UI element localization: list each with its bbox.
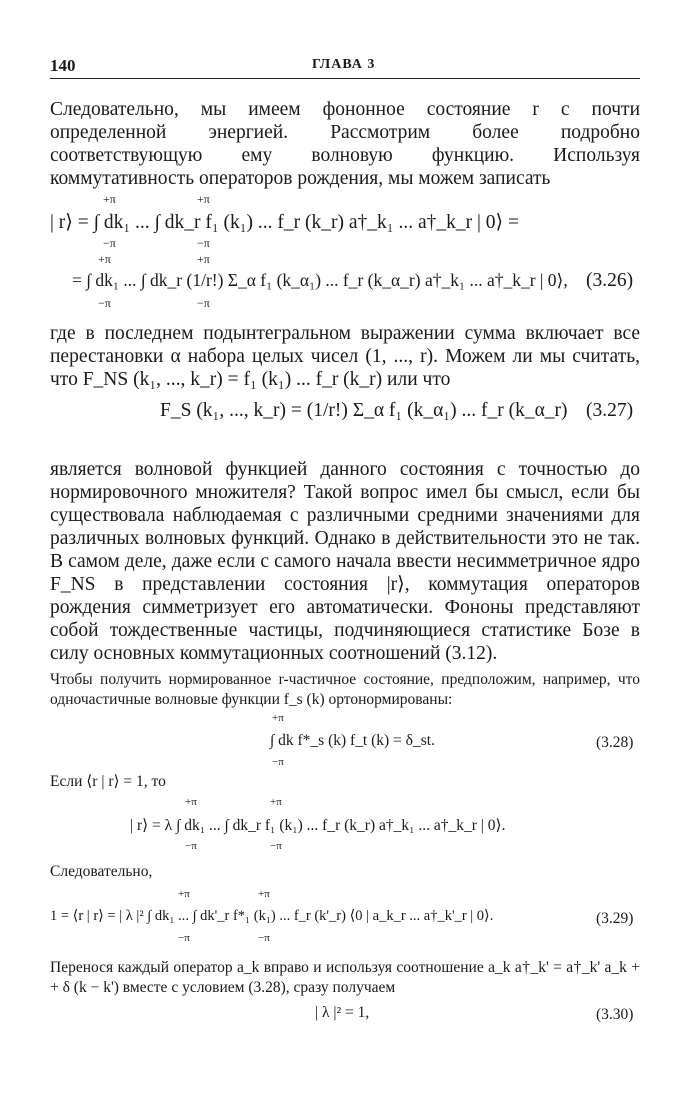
equation-3-30 — [0, 1002, 687, 1032]
limit-upper: +π — [103, 192, 116, 206]
paragraph-5: Если ⟨r | r⟩ = 1, то — [50, 773, 166, 790]
limit-lower: −π — [270, 840, 282, 852]
equation-text: ∫ dk f*_s (k) f_t (k) = δ_st. — [270, 732, 435, 749]
paragraph-4: Чтобы получить нормированное r-частичное состояние, предположим, например, что одночастичные волновые функции f_s (k) ортонормированы: — [50, 671, 640, 708]
running-header — [50, 56, 640, 78]
paragraph-1: Следовательно, мы имеем фононное состояние r с почти определенной энергией. Рассмотрим более подробно соответствующую ему волновую функцию. Используя коммутативность операторов рождения, мы можем записать — [50, 99, 640, 189]
limit-upper: +π — [272, 712, 284, 724]
equation-r-line1 — [0, 192, 687, 252]
paragraph-6: Следовательно, — [50, 863, 153, 880]
equation-number: (3.28) — [596, 734, 634, 751]
limit-lower: −π — [103, 236, 116, 250]
equation-normalized-r — [0, 796, 687, 856]
equation-text: = ∫ dk₁ ... ∫ dk_r (1/r!) Σ_α f₁ (k_α₁) ... f_r (k_α_r) a†_k₁ ... a†_k_r | 0⟩, — [72, 270, 568, 290]
limit-lower: −π — [185, 840, 197, 852]
equation-text: | r⟩ = λ ∫ dk₁ ... ∫ dk_r f₁ (k₁) ... f_r (k_r) a†_k₁ ... a†_k_r | 0⟩. — [130, 817, 506, 834]
limit-lower: −π — [98, 296, 111, 310]
limit-upper: +π — [197, 252, 210, 266]
equation-text: | λ |² = 1, — [315, 1004, 370, 1021]
equation-text: 1 = ⟨r | r⟩ = | λ |² ∫ dk₁ ... ∫ dk'_r f*₁ (k₁) ... f_r (k'_r) ⟨0 | a_k_r ... a†_k'_r | 0⟩. — [50, 908, 494, 924]
limit-upper: +π — [98, 252, 111, 266]
page-number: 140 — [50, 56, 76, 75]
paragraph-7: Перенося каждый оператор a_k вправо и используя соотношение a_k a†_k' = a†_k' a_k + + δ (k − k') вместе с условием (3.28), сразу получаем — [50, 959, 640, 996]
equation-3-29 — [0, 888, 687, 948]
equation-number: (3.27) — [586, 400, 634, 421]
limit-lower: −π — [197, 236, 210, 250]
equation-number: (3.26) — [586, 270, 634, 291]
equation-3-26 — [0, 252, 687, 312]
limit-lower: −π — [272, 756, 284, 768]
paragraph-3: является волновой функцией данного состояния с точностью до нормировочного множителя? Такой вопрос имел бы смысл, если бы существовала наблюдаемая с различными средними значениями для различных волновых функций. Однако в действительности это не так. В самом деле, даже если с самого начала ввести несимметричное ядро F_NS в представлении состояния |r⟩, коммутация операторов рождения симметризует его автоматически. Фононы представляют собой тождественные частицы, подчиняющиеся статистике Бозе в силу основных коммутационных соотношений (3.12). — [50, 459, 640, 664]
limit-upper: +π — [197, 192, 210, 206]
equation-3-28 — [0, 712, 687, 772]
limit-lower: −π — [178, 932, 190, 944]
header-rule — [50, 78, 640, 79]
chapter-title: ГЛАВА 3 — [312, 57, 376, 72]
limit-lower: −π — [258, 932, 270, 944]
paragraph-2: где в последнем подынтегральном выражении сумма включает все перестановки α набора целых чисел (1, ..., r). Можем ли мы считать, что F_NS (k₁, ..., k_r) = f₁ (k₁) ... f_r (k_r) или что — [50, 323, 640, 390]
equation-text: F_S (k₁, ..., k_r) = (1/r!) Σ_α f₁ (k_α₁) ... f_r (k_α_r) — [160, 400, 568, 421]
equation-number: (3.30) — [596, 1006, 634, 1023]
limit-upper: +π — [258, 888, 270, 900]
limit-lower: −π — [197, 296, 210, 310]
limit-upper: +π — [185, 796, 197, 808]
equation-number: (3.29) — [596, 910, 634, 927]
equation-text: | r⟩ = ∫ dk₁ ... ∫ dk_r f₁ (k₁) ... f_r (k_r) a†_k₁ ... a†_k_r | 0⟩ = — [50, 212, 520, 233]
limit-upper: +π — [270, 796, 282, 808]
equation-3-27 — [0, 396, 687, 446]
limit-upper: +π — [178, 888, 190, 900]
